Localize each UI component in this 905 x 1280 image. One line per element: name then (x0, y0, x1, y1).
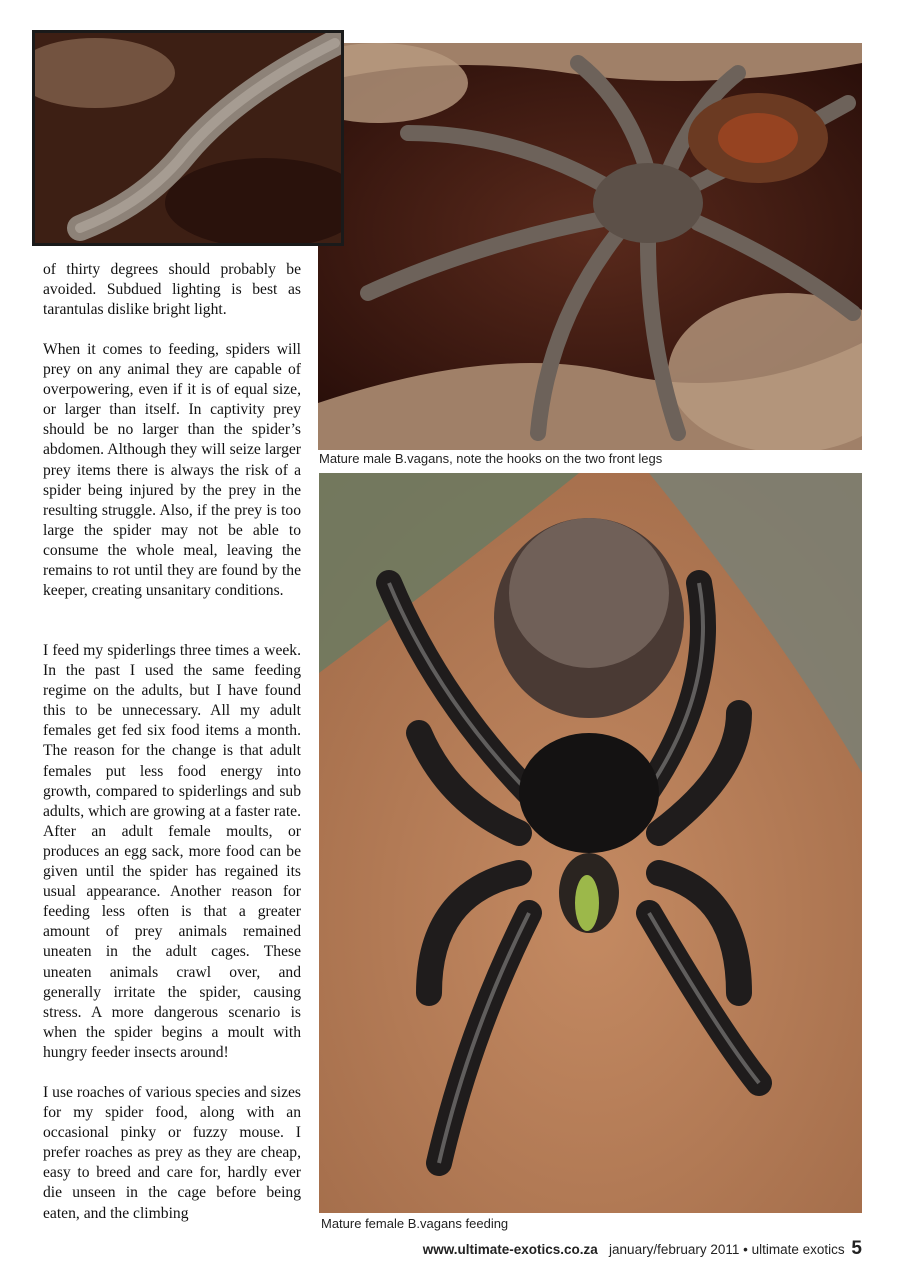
female-tarantula-photo (319, 473, 862, 1213)
male-photo-caption: Mature male B.vagans, note the hooks on the two front legs (319, 451, 663, 466)
male-tarantula-photo (318, 43, 862, 450)
article-paragraph: When it comes to feeding, spiders will prey on any animal they are capable of overpowering, even if it is of equal size, or larger than itself. In captivity prey should be no larger than the spider’s abdomen. Although they will seize larger prey items there is always the risk of a spider being injured by the prey in the resulting struggle. Also, if the prey is too large the spider may not be able to consume the whole meal, leaving the remains to rot until they are found by the keeper, creating unsanitary conditions. (43, 341, 301, 600)
article-paragraph: I use roaches of various species and sizes for my spider food, along with an occasional pinky or fuzzy mouse. I prefer roaches as prey as they are cheap, easy to breed and care for, hardly ever die unseen in the cage before being eaten, and the climbing (43, 1084, 301, 1222)
footer-issue: january/february 2011 • ultimate exotics (609, 1242, 845, 1257)
page-footer (423, 1238, 862, 1260)
article-paragraph: I feed my spiderlings three times a week. In the past I used the same feeding regime on the adults, but I have found this to be unnecessary. All my adult females get fed six food items a month. The reason for the change is that adult females put less food energy into growth, compared to spiderlings and sub adults, which are growing at a faster rate. After an adult female moults, or produces an egg sack, more food can be given until the spider has regained its usual appearance. Another reason for feeding less often is that a greater amount of prey animals remained uneaten in the adult cages. These uneaten animals crawl over, and generally irritate the spider, causing stress. A more dangerous scenario is when the spider begins a moult with hungry feeder insects around! (43, 642, 301, 1061)
article-paragraph: of thirty degrees should probably be avoided. Subdued lighting is best as tarantulas dislike bright light. (43, 261, 301, 319)
page-number: 5 (851, 1238, 862, 1259)
leg-hook-closeup-photo (32, 30, 344, 246)
female-photo-caption: Mature female B.vagans feeding (321, 1216, 509, 1231)
footer-website: www.ultimate-exotics.co.za (422, 1242, 598, 1257)
